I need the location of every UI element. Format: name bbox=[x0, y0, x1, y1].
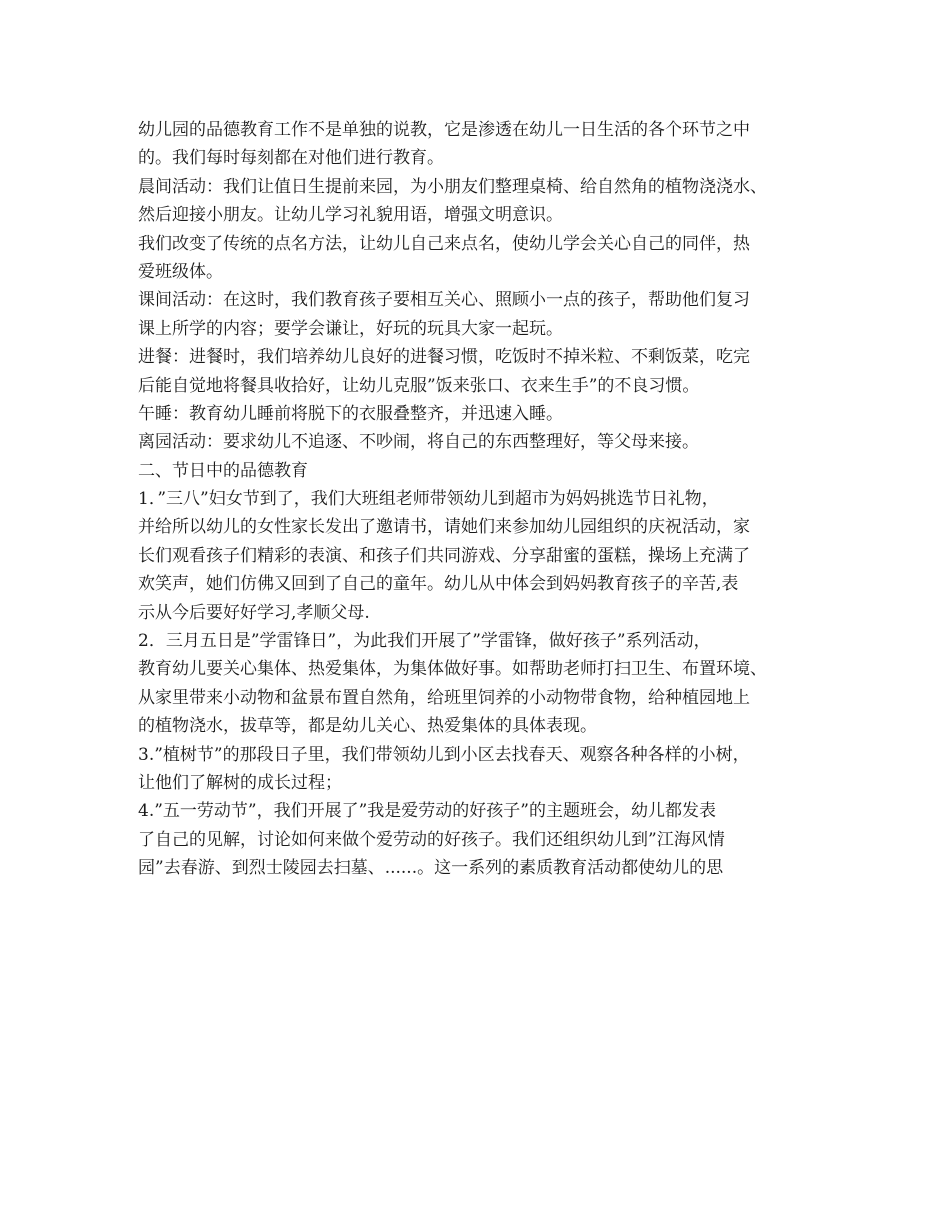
text-line: 3.”植树节”的那段日子里，我们带领幼儿到小区去找春天、观察各种各样的小树， bbox=[138, 744, 750, 765]
text-line: 进餐：进餐时，我们培养幼儿良好的进餐习惯，吃饭时不掉米粒、不剩饭菜，吃完 bbox=[138, 347, 750, 368]
text-line: 晨间活动：我们让值日生提前来园，为小朋友们整理桌椅、给自然角的植物浇浇水、 bbox=[138, 176, 767, 197]
text-line: 园”去春游、到烈士陵园去扫墓、......。这一系列的素质教育活动都使幼儿的思 bbox=[138, 858, 724, 879]
text-line: 后能自觉地将餐具收拾好，让幼儿克服”饭来张口、衣来生手”的不良习惯。 bbox=[138, 375, 700, 396]
text-line: 爱班级体。 bbox=[138, 261, 223, 282]
text-line: 从家里带来小动物和盆景布置自然角，给班里饲养的小动物带食物，给种植园地上 bbox=[138, 687, 750, 708]
text-line: 欢笑声，她们仿佛又回到了自己的童年。幼儿从中体会到妈妈教育孩子的辛苦,表 bbox=[138, 574, 739, 595]
text-line: 并给所以幼儿的女性家长发出了邀请书，请她们来参加幼儿园组织的庆祝活动，家 bbox=[138, 517, 750, 538]
text-line: 的。我们每时每刻都在对他们进行教育。 bbox=[138, 148, 444, 169]
text-line: 的植物浇水，拔草等，都是幼儿关心、热爱集体的具体表现。 bbox=[138, 716, 597, 737]
text-line: 1．”三八”妇女节到了，我们大班组老师带领幼儿到超市为妈妈挑选节日礼物， bbox=[138, 489, 719, 510]
text-line: 二、节日中的品德教育 bbox=[138, 460, 308, 481]
text-line: 让他们了解树的成长过程； bbox=[138, 772, 342, 793]
text-line: 2．三月五日是”学雷锋日”，为此我们开展了”学雷锋，做好孩子”系列活动， bbox=[138, 631, 711, 652]
text-line: 然后迎接小朋友。让幼儿学习礼貌用语，增强文明意识。 bbox=[138, 205, 563, 226]
text-line: 离园活动：要求幼儿不追逐、不吵闹，将自己的东西整理好，等父母来接。 bbox=[138, 432, 699, 453]
text-line: 我们改变了传统的点名方法，让幼儿自己来点名，使幼儿学会关心自己的同伴，热 bbox=[138, 233, 750, 254]
body-text bbox=[138, 116, 828, 883]
text-line: 课间活动：在这时，我们教育孩子要相互关心、照顾小一点的孩子，帮助他们复习 bbox=[138, 290, 750, 311]
text-line: 午睡：教育幼儿睡前将脱下的衣服叠整齐，并迅速入睡。 bbox=[138, 403, 563, 424]
text-line: 4.”五一劳动节”，我们开展了”我是爱劳动的好孩子”的主题班会，幼儿都发表 bbox=[138, 801, 716, 822]
text-line: 幼儿园的品德教育工作不是单独的说教，它是渗透在幼儿一日生活的各个环节之中 bbox=[138, 120, 750, 140]
text-line: 课上所学的内容；要学会谦让，好玩的玩具大家一起玩。 bbox=[138, 318, 563, 339]
text-line: 了自己的见解，讨论如何来做个爱劳动的好孩子。我们还组织幼儿到”江海风情 bbox=[138, 829, 725, 850]
text-line: 示从今后要好好学习,孝顺父母. bbox=[138, 602, 370, 623]
text-line: 长们观看孩子们精彩的表演、和孩子们共同游戏、分享甜蜜的蛋糕，操场上充满了 bbox=[138, 545, 750, 566]
text-line: 教育幼儿要关心集体、热爱集体，为集体做好事。如帮助老师打扫卫生、布置环境、 bbox=[138, 659, 767, 680]
